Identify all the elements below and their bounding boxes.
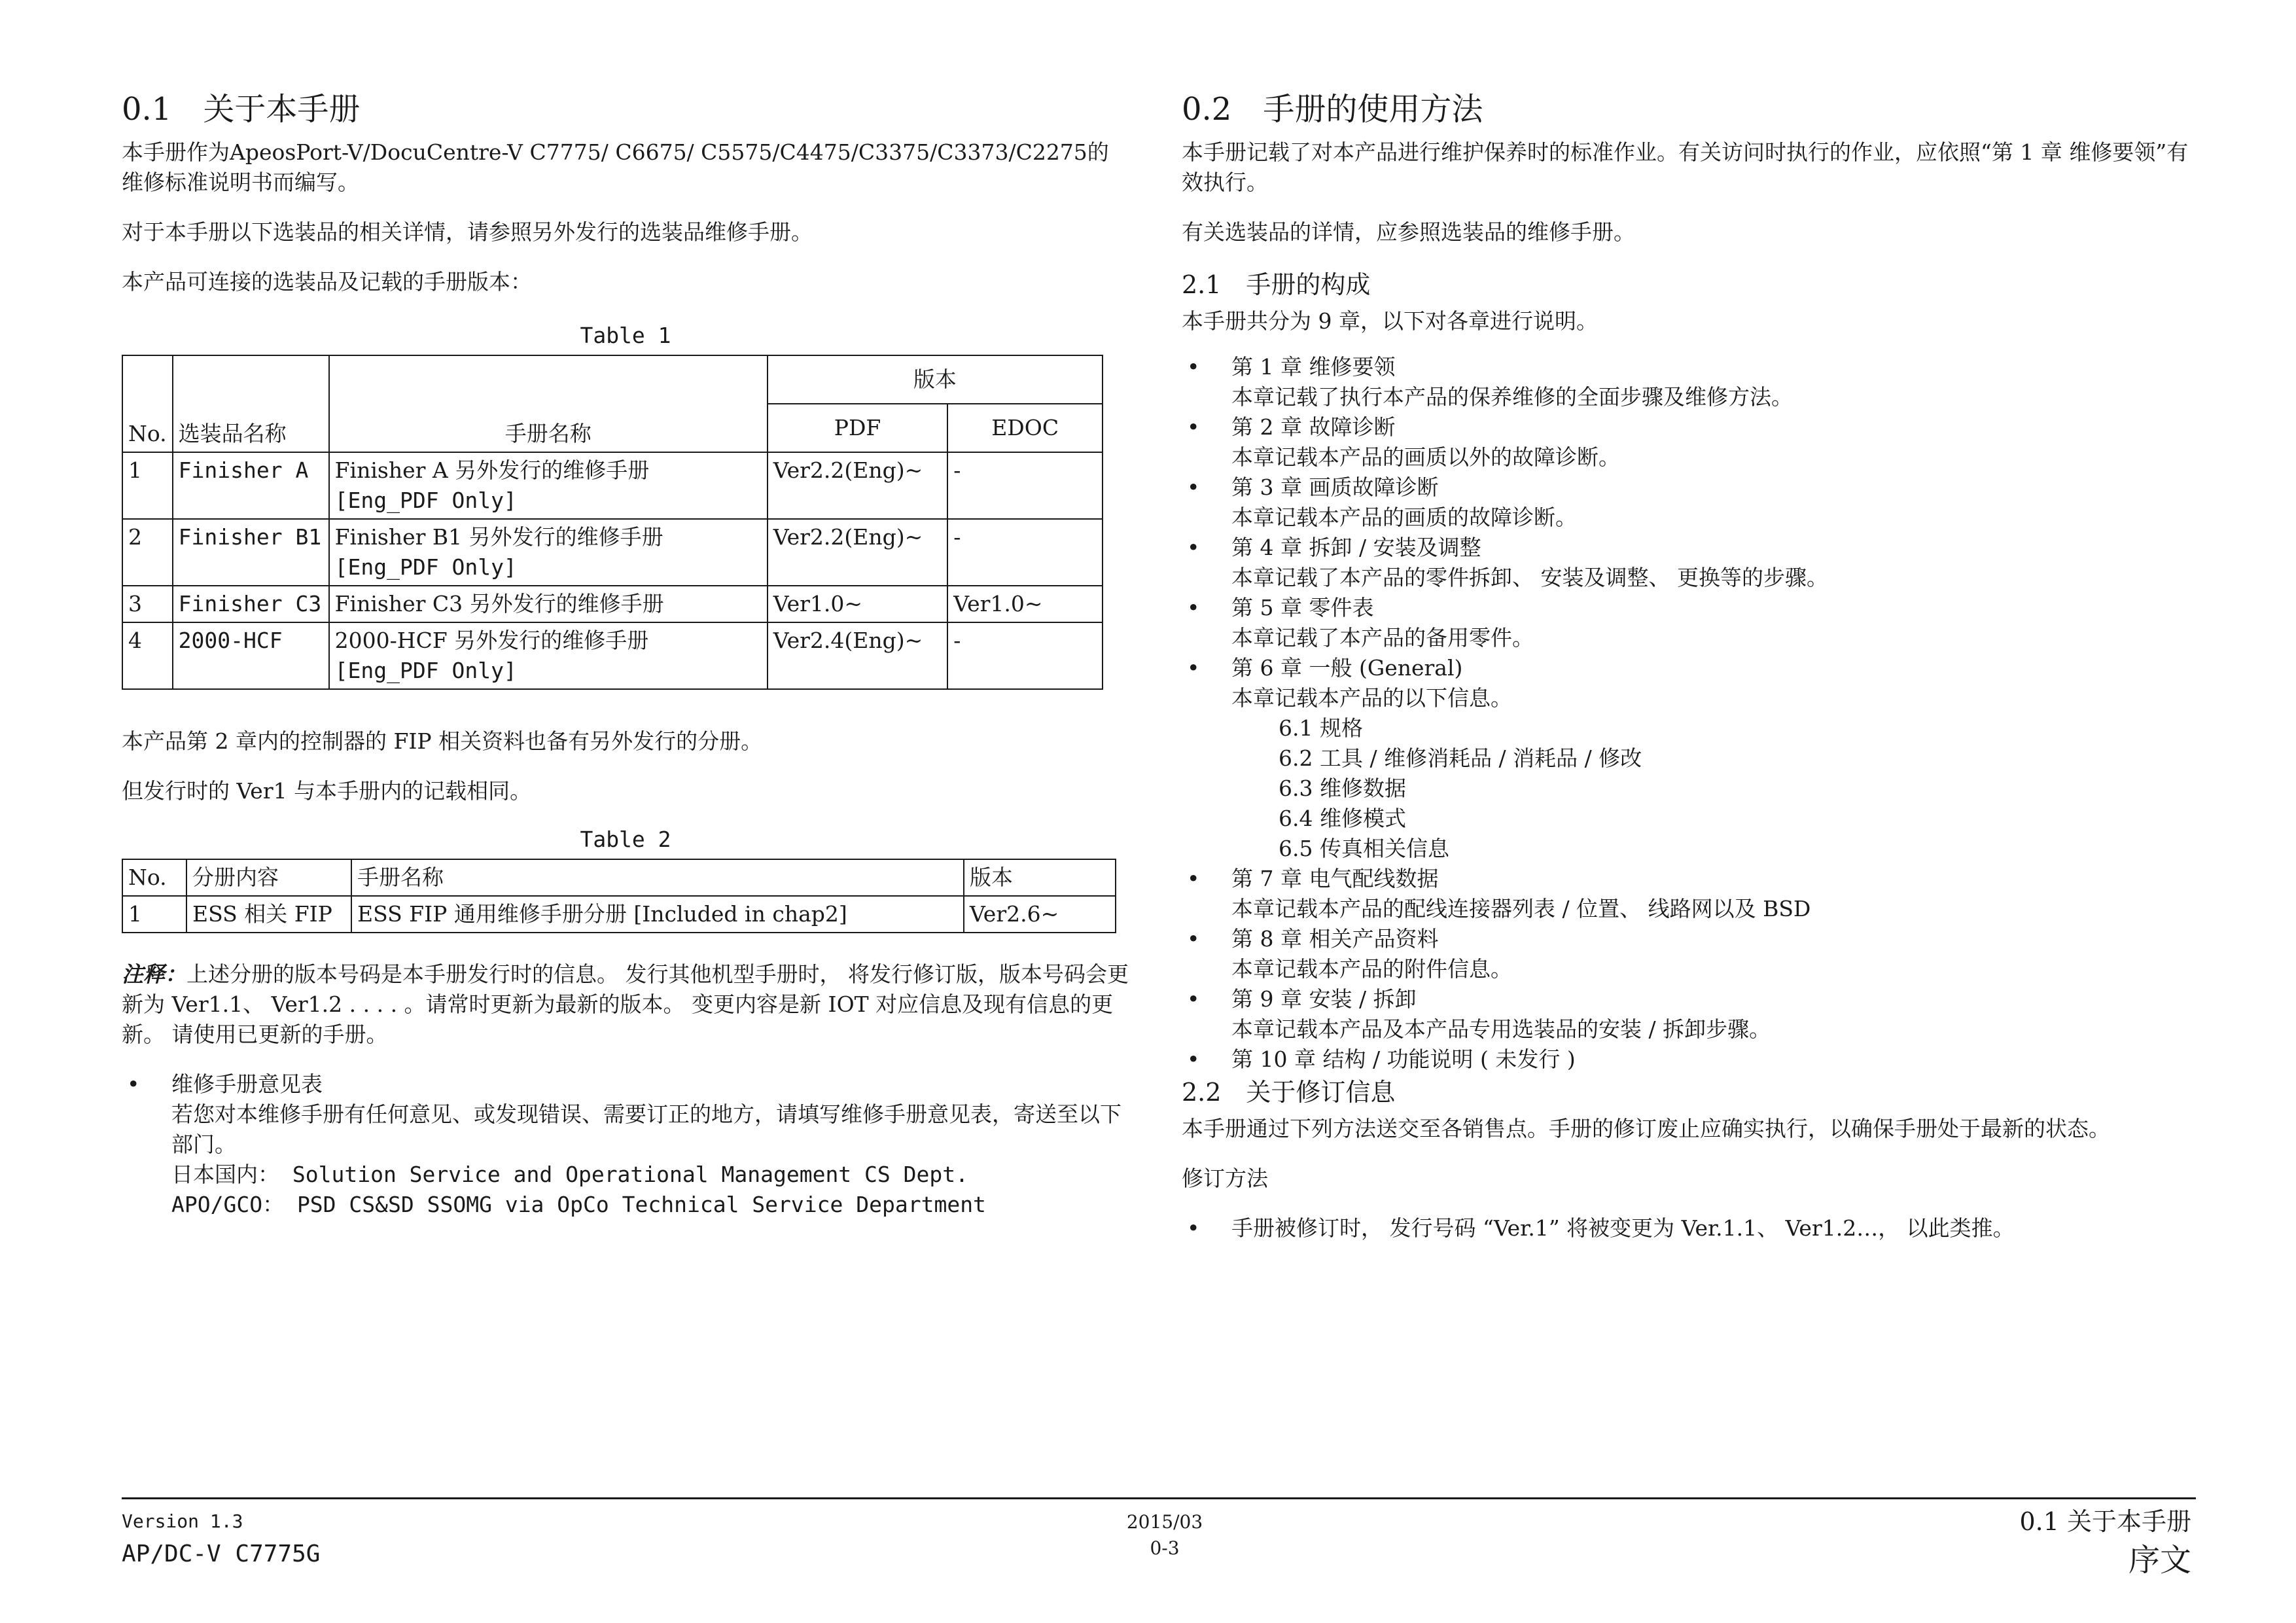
- footer-model: AP/DC-V C7775G: [122, 1541, 321, 1567]
- table-row: [122, 896, 1116, 933]
- right-column: [1182, 86, 2196, 1243]
- chapter-desc: 本章记载本产品的画质的故障诊断。: [1231, 505, 1577, 530]
- cell-no: 1: [122, 452, 173, 519]
- chapter-sub-item: 6.4 维修模式: [1279, 806, 1406, 831]
- list-item: [1182, 473, 2196, 533]
- revision-paragraph: 本手册通过下列方法送交至各销售点。手册的修订废止应确实执行，以确保手册处于最新的状态。: [1182, 1116, 2110, 1141]
- table2-caption: Table 2: [580, 827, 671, 852]
- chapter-title: • 第 4 章 拆卸 / 安装及调整: [1231, 535, 1481, 560]
- left-column: [122, 86, 1129, 1220]
- cell-edoc: Ver1.0~: [947, 586, 1103, 622]
- footer-date: 2015/03: [1126, 1511, 1203, 1533]
- chapter-sub-item: 6.5 传真相关信息: [1279, 836, 1449, 861]
- header-version: 版本: [964, 859, 1116, 896]
- footer-page-number: 0-3: [1150, 1537, 1180, 1559]
- header-option: 选装品名称: [173, 355, 329, 452]
- list-item: [1182, 1044, 2196, 1075]
- list-item: [1182, 533, 2196, 593]
- chapter-desc: 本章记载了本产品的备用零件。: [1231, 625, 1534, 651]
- cell-pdf: Ver2.2(Eng)~: [768, 452, 948, 519]
- list-item: • 手册被修订时， 发行号码 “Ver.1” 将被变更为 Ver.1.1、 Ver1.2…， 以此类推。: [1182, 1213, 2196, 1243]
- header-edoc: EDOC: [947, 404, 1103, 452]
- revision-list: [1182, 1213, 2196, 1243]
- chapter-desc: 本章记载本产品及本产品专用选装品的安装 / 拆卸步骤。: [1231, 1016, 1771, 1042]
- section-title-0-2: 0.2 手册的使用方法: [1182, 91, 1483, 128]
- table-row: [122, 622, 1103, 689]
- list-item: [1182, 412, 2196, 473]
- cell-content: ESS 相关 FIP: [186, 896, 351, 933]
- table1-caption: Table 1: [580, 323, 671, 348]
- cell-pdf: Ver1.0~: [768, 586, 948, 622]
- chapter-title: • 第 6 章 一般 (General): [1231, 655, 1463, 681]
- options-ref-paragraph: 有关选装品的详情，应参照选装品的维修手册。: [1182, 219, 1635, 245]
- cell-pdf: Ver2.4(Eng)~: [768, 622, 948, 689]
- header-manual: 手册名称: [329, 355, 768, 452]
- manual-title: Finisher A 另外发行的维修手册: [334, 457, 650, 483]
- cell-edoc: -: [947, 622, 1103, 689]
- chapter-sub-item: 6.1 规格: [1279, 715, 1363, 741]
- chapter-desc: 本章记载本产品的画质以外的故障诊断。: [1231, 444, 1620, 470]
- feedback-title: • 维修手册意见表: [171, 1071, 323, 1097]
- cell-no: 4: [122, 622, 173, 689]
- footer-date-page: [1112, 1509, 1217, 1561]
- cell-manual: ESS FIP 通用维修手册分册 [Included in chap2]: [351, 896, 964, 933]
- chapter-desc: 本章记载了执行本产品的保养维修的全面步骤及维修方法。: [1231, 384, 1793, 410]
- section-title-2-2: 2.2 关于修订信息: [1182, 1078, 1396, 1107]
- intro-paragraph: 本手册作为ApeosPort-V/DocuCentre-V C7775/ C6675/ C5575/C4475/C3375/C3373/C2275的维修标准说明书而编写。: [122, 139, 1109, 195]
- usage-paragraph: 本手册记载了对本产品进行维护保养时的标准作业。有关访问时执行的作业，应依照“第 1 章 维修要领”有效执行。: [1182, 139, 2189, 195]
- chapter-list: [1182, 352, 2196, 1075]
- list-item: [1182, 864, 2196, 924]
- manual-note: [Eng_PDF Only]: [334, 488, 517, 513]
- section-title-2-1: 2.1 手册的构成: [1182, 270, 1371, 299]
- footer-section: 0.1 关于本手册: [2019, 1507, 2191, 1536]
- chapter-title: • 第 5 章 零件表: [1231, 595, 1374, 620]
- cell-edoc: -: [947, 519, 1103, 586]
- chapter-sub-item: 6.3 维修数据: [1279, 776, 1406, 801]
- header-manual: 手册名称: [351, 859, 964, 896]
- list-item: [1182, 593, 2196, 653]
- feedback-apo: APO/GCO： PSD CS&SD SSOMG via OpCo Technical Service Department: [171, 1192, 986, 1217]
- chapter-title: • 第 8 章 相关产品资料: [1231, 926, 1439, 952]
- cell-edoc: -: [947, 452, 1103, 519]
- chapter-desc: 本章记载本产品的配线连接器列表 / 位置、 线路网以及 BSD: [1231, 896, 1811, 921]
- cell-pdf: Ver2.2(Eng)~: [768, 519, 948, 586]
- table-row: [122, 452, 1103, 519]
- chapter-title: • 第 2 章 故障诊断: [1231, 414, 1396, 440]
- note-paragraph: [122, 959, 1129, 1050]
- cell-option: Finisher B1: [173, 519, 329, 586]
- chapter-desc: 本章记载本产品的以下信息。: [1231, 685, 1512, 711]
- chapter-title: • 第 10 章 结构 / 功能说明 ( 未发行 ): [1231, 1046, 1576, 1072]
- list-item: [1182, 653, 2196, 864]
- table-row: [122, 519, 1103, 586]
- ver1-paragraph: 但发行时的 Ver1 与本手册内的记载相同。: [122, 778, 532, 804]
- manual-title: Finisher B1 另外发行的维修手册: [334, 524, 663, 550]
- header-pdf: PDF: [768, 404, 948, 452]
- feedback-text: 若您对本维修手册有任何意见、或发现错误、需要订正的地方，请填写维修手册意见表，寄送至以下部门。: [171, 1101, 1122, 1157]
- revision-method-label: 修订方法: [1182, 1166, 1268, 1191]
- footer-divider: [122, 1497, 2196, 1499]
- table-header-row: [122, 355, 1103, 404]
- list-item: [1182, 984, 2196, 1044]
- chapter-desc: 本章记载本产品的附件信息。: [1231, 956, 1512, 982]
- note-label: 注释：: [122, 961, 186, 987]
- note-text: 上述分册的版本号码是本手册发行时的信息。 发行其他机型手册时， 将发行修订版，版本号码会更新为 Ver1.1、 Ver1.2 . . . . 。请常时更新为最新的版本。 变更内容是新 IOT 对应信息及现有信息的更新。 请使用已更新的手册。: [122, 961, 1129, 1047]
- manual-note: [Eng_PDF Only]: [334, 554, 517, 580]
- list-item: [1182, 352, 2196, 412]
- versions-paragraph: 本产品可连接的选装品及记载的手册版本：: [122, 269, 532, 294]
- footer-version: Version 1.3: [122, 1510, 243, 1532]
- section-title-0-1: 0.1 关于本手册: [122, 91, 361, 128]
- feedback-japan: 日本国内： Solution Service and Operational Management CS Dept.: [171, 1162, 968, 1187]
- header-no: No.: [122, 859, 186, 896]
- list-item: [122, 1069, 1129, 1220]
- cell-manual: [329, 519, 768, 586]
- volumes-table: [122, 859, 1116, 933]
- cell-manual: [329, 452, 768, 519]
- structure-intro: 本手册共分为 9 章，以下对各章进行说明。: [1182, 308, 1598, 334]
- chapter-sub-item: 6.2 工具 / 维修消耗品 / 消耗品 / 修改: [1279, 745, 1642, 771]
- cell-option: Finisher A: [173, 452, 329, 519]
- options-paragraph: 对于本手册以下选装品的相关详情，请参照另外发行的选装品维修手册。: [122, 219, 813, 245]
- feedback-list: [122, 1069, 1129, 1220]
- options-table: [122, 355, 1103, 690]
- cell-manual: Finisher C3 另外发行的维修手册: [329, 586, 768, 622]
- chapter-title: • 第 9 章 安装 / 拆卸: [1231, 986, 1417, 1012]
- table-header-row: [122, 859, 1116, 896]
- chapter-title: • 第 3 章 画质故障诊断: [1231, 474, 1439, 500]
- cell-no: 1: [122, 896, 186, 933]
- header-version: 版本: [768, 355, 1103, 404]
- manual-note: [Eng_PDF Only]: [334, 658, 517, 683]
- table-row: [122, 586, 1103, 622]
- header-no: No.: [122, 355, 173, 452]
- chapter-desc: 本章记载了本产品的零件拆卸、 安装及调整、 更换等的步骤。: [1231, 565, 1828, 590]
- fip-paragraph: 本产品第 2 章内的控制器的 FIP 相关资料也备有另外发行的分册。: [122, 728, 763, 754]
- cell-no: 2: [122, 519, 173, 586]
- header-content: 分册内容: [186, 859, 351, 896]
- cell-no: 3: [122, 586, 173, 622]
- chapter-title: • 第 1 章 维修要领: [1231, 354, 1396, 380]
- cell-manual: [329, 622, 768, 689]
- manual-title: 2000-HCF 另外发行的维修手册: [334, 628, 649, 653]
- cell-option: Finisher C3: [173, 586, 329, 622]
- cell-option: 2000-HCF: [173, 622, 329, 689]
- cell-version: Ver2.6~: [964, 896, 1116, 933]
- footer-chapter: 序文: [2128, 1542, 2191, 1578]
- chapter-title: • 第 7 章 电气配线数据: [1231, 866, 1439, 891]
- list-item: [1182, 924, 2196, 984]
